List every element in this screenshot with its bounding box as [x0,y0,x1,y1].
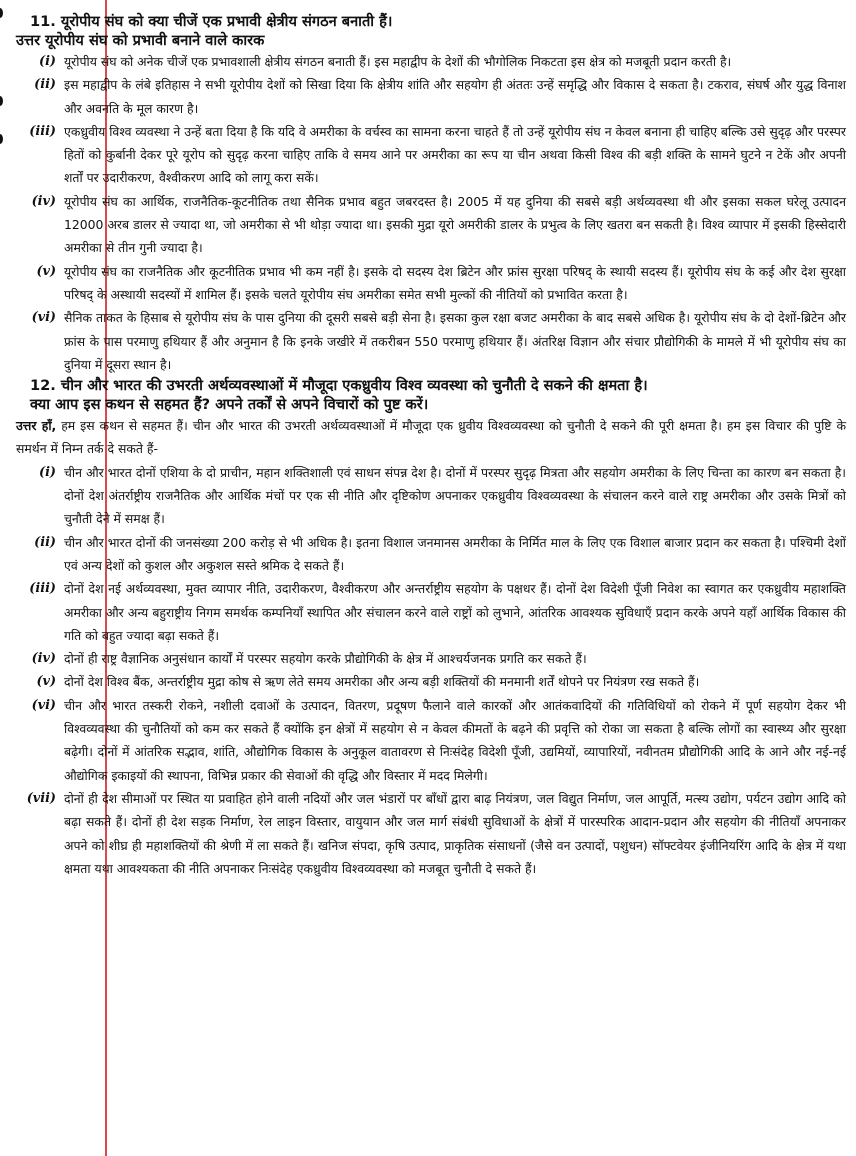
item-number: (iii) [29,123,56,139]
answer-12-intro [12,414,846,461]
answer-12-item [12,787,846,880]
item-text: चीन और भारत दोनों एशिया के दो प्राचीन, महान शक्तिशाली एवं साधन संपन्न देश है। दोनों में परस्पर सुदृढ़ मित्रता और सहयोग अमरीका के लिए चिन्ता का कारण बन सकता है। दोनों देश अंतर्राष्ट्रीय राजनैतिक और आर्थिक मंचों पर एक सी नीति और दृष्टिकोण अपनाकर एकध्रुवीय विश्वव्यवस्था के संचालन करने वाले राष्ट्र अमरीका और उसके मित्रों को चुनौती देने में समक्ष हैं। [64,464,846,527]
answer-11-item [12,260,846,307]
item-text: सैनिक ताकत के हिसाब से यूरोपीय संघ के पास दुनिया की दूसरी सबसे बड़ी सेना है। इसका कुल रक्षा बजट अमरीका के बाद सबसे अधिक है। यूरोपीय संघ के दो देशों-ब्रिटेन और फ्रांस के पास परमाणु हथियार हैं और अनुमान है कि इनके जखीरे में तकरीबन 550 परमाणु हथियार हैं। अंतरिक्ष विज्ञान और संचार प्रौद्योगिकी के मामले में भी यूरोपीय संघ का दुनिया में दूसरा स्थान है। [64,310,846,372]
document-content [12,12,846,880]
answer-12-item [12,461,846,531]
item-number: (vi) [31,310,56,326]
item-number: (vi) [31,697,56,713]
answer-11-item [12,190,846,260]
item-number: (ii) [34,77,56,93]
answer-12-item [12,647,846,670]
item-text: दोनों ही देश सीमाओं पर स्थित या प्रवाहित होने वाली नदियों और जल भंडारों पर बाँधों द्वारा बाढ़ नियंत्रण, जल विद्युत निर्माण, जल आपूर्ति, मत्स्य उद्योग, पर्यटन उद्योग आदि को बढ़ा सकते हैं। दोनों ही देश सड़क निर्माण, रेल लाइन विस्तार, वायुयान और जल मार्ग संबंधी सुविधाओं के क्षेत्रों में पारस्परिक आदान-प्रदान और सहयोग की नीतियाँ अपनाकर अपने को शीघ्र ही महाशक्तियों की श्रेणी में ला सकते हैं। खनिज संपदा, कृषि उत्पाद, प्राकृतिक संसाधनों (जैसे वन उत्पादों, पशुधन) सॉफ्टवेयर इंजीनियरिंग आदि के क्षेत्र में यथा क्षमता यथा आवश्यकता की नीति अपनाकर निःसंदेह एकध्रुवीय विश्वव्यवस्था को मजबूत चुनौती दे सकते हैं। [64,790,846,876]
item-text: चीन और भारत तस्करी रोकने, नशीली दवाओं के उत्पादन, वितरण, प्रदूषण फैलाने वाले कारकों और आतंकवादियों की गतिविधियों को रोकने में पूर्ण सहयोग देकर भी विश्वव्यवस्था की चुनौतियों को कम कर सकते हैं क्योंकि इन क्षेत्रों में सहयोग से न केवल कीमतों के बढ़ने की प्रवृत्ति को रोका जा सकता है बल्कि लोगों का स्वास्थ्य और सुरक्षा बढ़ेगी। दोनों में आंतरिक सद्भाव, शांति, औद्योगिक विकास के अनुकूल वातावरण से निःसंदेह विदेशी पूँजी, उद्यमियों, व्यापारियों, नवीनतम प्रौद्योगिकी आदि के आने और नई-नई औद्योगिक इकाइयों की स्थापना, विभिन्न प्रकार की सेवाओं की वृद्धि और विस्तार में मदद मिलेगी। [64,697,846,783]
item-text: दोनों ही राष्ट्र वैज्ञानिक अनुसंधान कार्यों में परस्पर सहयोग करके प्रौद्योगिकी के क्षेत्र में आश्चर्यजनक प्रगति कर सकते हैं। [64,651,587,667]
question-12: 12. चीन और भारत की उभरती अर्थव्यवस्थाओं में मौजूदा एकध्रुवीय विश्व व्यवस्था को चुनौती दे सकने की क्षमता है। [30,377,648,395]
item-number: (iv) [31,193,56,209]
binder-hole [0,96,3,106]
answer-11-item [12,306,846,376]
item-number: (iii) [29,581,56,597]
item-number: (i) [39,464,56,480]
answer-12-item [12,694,846,787]
answer-11-heading: उत्तर यूरोपीय संघ को प्रभावी बनाने वाले कारक [16,32,265,49]
binder-hole [0,134,3,144]
answer-12-intro-text: हम इस कथन से सहमत हैं। चीन और भारत की उभरती अर्थव्यवस्थाओं में मौजूदा एक ध्रुवीय विश्वव्यवस्था को चुनौती दे सकने की पूरी क्षमता है। हम इस विचार की पुष्टि के समर्थन में निम्न तर्क दे सकते हैं- [16,418,846,457]
answer-12-item [12,531,846,578]
question-11: 11. यूरोपीय संघ को क्या चीजें एक प्रभावी क्षेत्रीय संगठन बनाती हैं। [30,13,393,30]
item-number: (vii) [26,790,56,806]
item-text: दोनों देश नई अर्थव्यवस्था, मुक्त व्यापार नीति, उदारीकरण, वैश्वीकरण और अन्तर्राष्ट्रीय सहयोग के पक्षधर हैं। दोनों देश विदेशी पूँजी निवेश का स्वागत कर एकध्रुवीय महाशक्ति अमरीका और अन्य बहुराष्ट्रीय निगम समर्थक कम्पनियाँ स्थापित और संचालन करने वाले राष्ट्रों को लुभाने, आंतरिक आवश्यक सुविधाएँ प्रदान करके अपने यहाँ आर्थिक विकास की गति को बहुत ज्यादा बढ़ा सकते हैं। [64,581,846,643]
item-text: एकध्रुवीय विश्व व्यवस्था ने उन्हें बता दिया है कि यदि वे अमरीका के वर्चस्व का सामना करना चाहते हैं तो उन्हें यूरोपीय संघ न केवल बनाना ही चाहिए बल्कि उसे सुदृढ़ और परस्पर हितों को कुर्बानी देकर पूरे यूरोप को सुदृढ़ करना चाहिए ताकि वे समय आने पर अमरीका का रूप या चीन अथवा किसी विश्व की बड़ी शक्ति के सामने घुटने न टेकें और अपनी शर्तों पर उदारीकरण, वैश्वीकरण आदि को लागू करा सकें। [64,123,846,186]
answer-12-lead: उत्तर हाँ, [16,418,57,434]
answer-11-item [12,50,846,73]
item-text: चीन और भारत दोनों की जनसंख्या 200 करोड़ से भी अधिक है। इतना विशाल जनमानस अमरीका के निर्मित माल के लिए एक विशाल बाजार प्रदान कर सकता है। पश्चिमी देशों एवं अन्य देशों को कुशल और अकुशल सस्ते श्रमिक दे सकते हैं। [64,534,846,573]
item-text: यूरोपीय संघ का राजनैतिक और कूटनीतिक प्रभाव भी कम नहीं है। इसके दो सदस्य देश ब्रिटेन और फ्रांस सुरक्षा परिषद् के स्थायी सदस्य हैं। यूरोपीय संघ के कई और देश सुरक्षा परिषद् के अस्थायी सदस्यों में शामिल हैं। इसके चलते यूरोपीय संघ अमरीका समेत सभी मुल्कों की नीतियों को प्रभावित करता है। [64,263,846,302]
item-number: (v) [36,263,56,279]
item-text: यूरोपीय संघ को अनेक चीजें एक प्रभावशाली क्षेत्रीय संगठन बनाती हैं। इस महाद्वीप के देशों की भौगोलिक निकटता इस क्षेत्र को मजबूती प्रदान करती है। [64,54,732,69]
binder-hole [0,8,3,18]
item-number: (ii) [34,534,56,550]
question-12-continuation: क्या आप इस कथन से सहमत हैं? अपने तर्कों से अपने विचारों को पुष्ट करें। [30,396,429,414]
item-text: यूरोपीय संघ का आर्थिक, राजनैतिक-कूटनीतिक तथा सैनिक प्रभाव बहुत जबरदस्त है। 2005 में यह दुनिया की सबसे बड़ी अर्थव्यवस्था थी और इसका सकल घरेलू उत्पादन 12000 अरब डालर से ज्यादा था, जो अमरीका से भी थोड़ा ज्यादा था। इसकी मुद्रा यूरो अमरीकी डालर के प्रभुत्व के लिए खतरा बन सकती है। विश्व व्यापार में इसकी हिस्सेदारी अमरीका से तीन गुनी ज्यादा है। [64,193,846,256]
item-number: (v) [36,674,56,690]
item-number: (iv) [31,651,56,667]
answer-12-item [12,577,846,647]
answer-12-item [12,670,846,693]
answer-11-item [12,73,846,120]
item-text: दोनों देश विश्व बैंक, अन्तर्राष्ट्रीय मुद्रा कोष से ऋण लेते समय अमरीका और अन्य बड़ी शक्तियों की मनमानी शर्तें थोपने पर नियंत्रण रख सकते हैं। [64,674,700,690]
item-text: इस महाद्वीप के लंबे इतिहास ने सभी यूरोपीय देशों को सिखा दिया कि क्षेत्रीय शांति और सहयोग ही अंततः उन्हें समृद्धि और विकास दे सकता है। टकराव, संघर्ष और युद्ध विनाश और अवनति के मूल कारण है। [64,77,846,116]
answer-11-item [12,120,846,190]
item-number: (i) [39,54,56,69]
